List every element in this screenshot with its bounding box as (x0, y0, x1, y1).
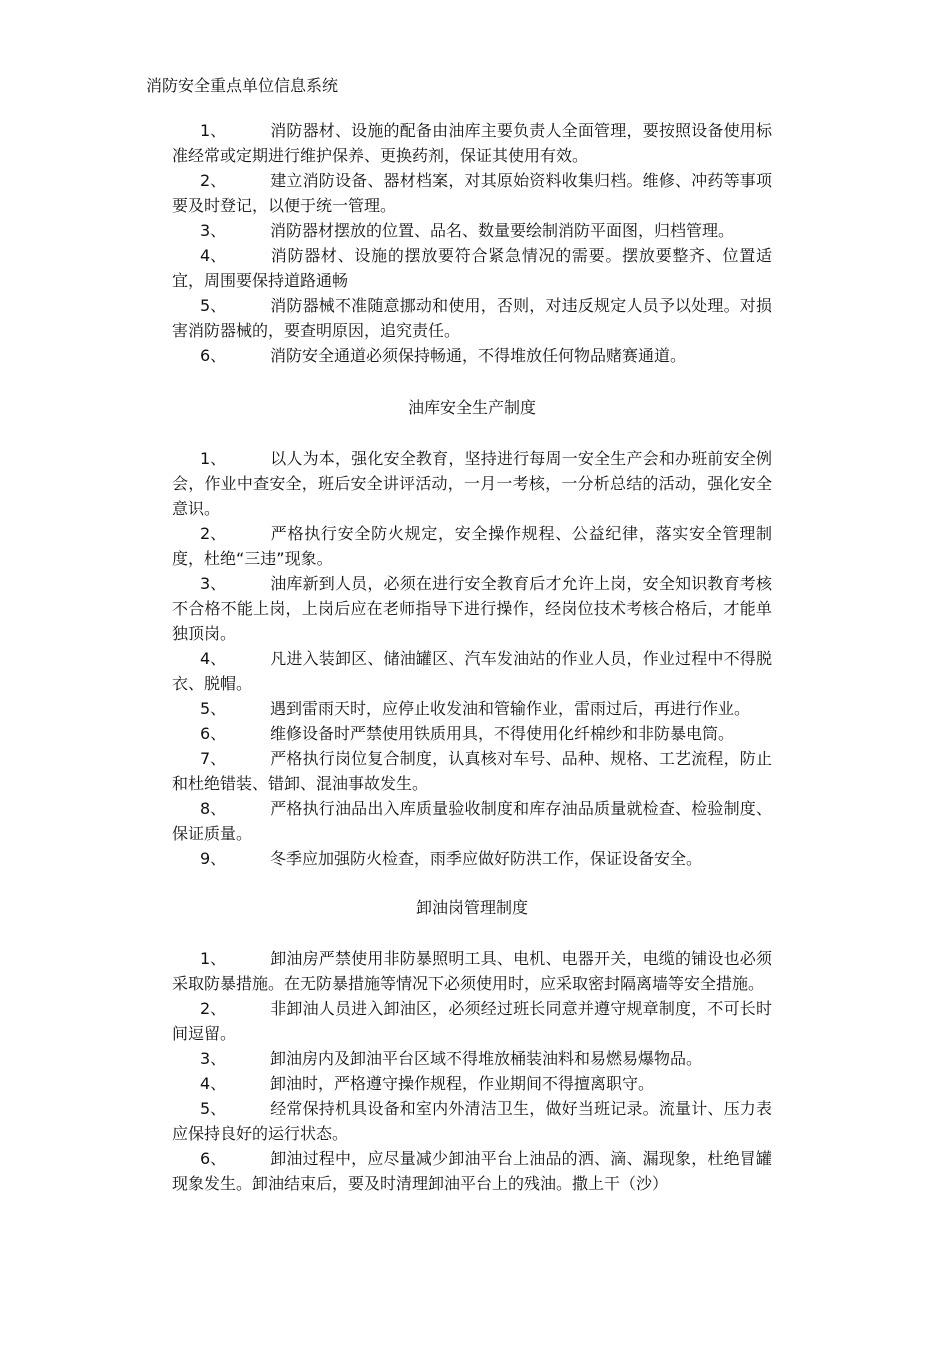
item-text: 消防器材摆放的位置、品名、数量要绘制消防平面图，归档管理。 (270, 221, 735, 240)
item-text: 卸油过程中，应尽量减少卸油平台上油品的洒、滴、漏现象，杜绝冒罐现象发生。卸油结束后，要及时清理卸油平台上的残油。撒上干（沙） (172, 1149, 772, 1193)
item-number: 1、 (200, 949, 227, 968)
item-text: 消防器材、设施的配备由油库主要负责人全面管理，要按照设备使用标准经常或定期进行维护保养、更换药剂，保证其使用有效。 (172, 121, 772, 165)
list-item (172, 846, 772, 871)
item-number: 2、 (200, 171, 227, 190)
item-number: 4、 (200, 246, 227, 265)
item-number: 8、 (200, 799, 227, 818)
list-item (172, 721, 772, 746)
item-number: 3、 (200, 574, 227, 593)
list-item (172, 521, 772, 571)
item-text: 建立消防设备、器材档案，对其原始资料收集归档。维修、冲药等事项要及时登记，以便于统一管理。 (172, 171, 772, 215)
item-number: 1、 (200, 449, 227, 468)
document-body (172, 118, 772, 1196)
list-item (172, 796, 772, 846)
item-text: 消防器材、设施的摆放要符合紧急情况的需要。摆放要整齐、位置适宜，周围要保持道路通畅 (172, 246, 772, 290)
item-number: 4、 (200, 1074, 227, 1093)
item-text: 消防安全通道必须保持畅通，不得堆放任何物品赌赛通道。 (270, 346, 687, 365)
item-number: 9、 (200, 849, 227, 868)
item-text: 卸油时，严格遵守操作规程，作业期间不得擅离职守。 (270, 1074, 655, 1093)
list-item (172, 696, 772, 721)
item-text: 卸油房严禁使用非防暴照明工具、电机、电器开关，电缆的铺设也必须采取防暴措施。在无防暴措施等情况下必须使用时，应采取密封隔离墙等安全措施。 (172, 949, 772, 993)
item-number: 3、 (200, 1049, 227, 1068)
list-item (172, 1096, 772, 1146)
item-number: 6、 (200, 346, 227, 365)
item-text: 严格执行岗位复合制度，认真核对车号、品种、规格、工艺流程，防止和杜绝错装、错卸、混油事故发生。 (172, 749, 772, 793)
item-text: 以人为本，强化安全教育，坚持进行每周一安全生产会和办班前安全例会，作业中查安全，班后安全讲评活动，一月一考核，一分析总结的活动，强化安全意识。 (172, 449, 772, 518)
item-text: 经常保持机具设备和室内外清洁卫生，做好当班记录。流量计、压力表应保持良好的运行状态。 (172, 1099, 772, 1143)
list-item (172, 1071, 772, 1096)
item-number: 2、 (200, 524, 227, 543)
section-title-oil-depot-safety: 油库安全生产制度 (407, 398, 536, 417)
list-item (172, 293, 772, 343)
item-text: 维修设备时严禁使用铁质用具，不得使用化纤棉纱和非防暴电筒。 (270, 724, 735, 743)
item-text: 卸油房内及卸油平台区域不得堆放桶装油料和易燃易爆物品。 (270, 1049, 703, 1068)
item-text: 非卸油人员进入卸油区，必须经过班长同意并遵守规章制度，不可长时间逗留。 (172, 999, 772, 1043)
item-number: 5、 (200, 699, 227, 718)
list-item (172, 646, 772, 696)
section-3-items (172, 946, 772, 1196)
item-number: 4、 (200, 649, 227, 668)
item-number: 5、 (200, 296, 227, 315)
list-item (172, 946, 772, 996)
item-text: 凡进入装卸区、储油罐区、汽车发油站的作业人员，作业过程中不得脱衣、脱帽。 (172, 649, 772, 693)
list-item (172, 218, 772, 243)
list-item (172, 343, 772, 368)
list-item (172, 571, 772, 646)
list-item (172, 746, 772, 796)
item-text: 油库新到人员，必须在进行安全教育后才允许上岗，安全知识教育考核不合格不能上岗，上岗后应在老师指导下进行操作，经岗位技术考核合格后，才能单独顶岗。 (172, 574, 772, 643)
item-number: 2、 (200, 999, 227, 1018)
list-item (172, 168, 772, 218)
item-text: 遇到雷雨天时，应停止收发油和管输作业，雷雨过后，再进行作业。 (270, 699, 751, 718)
list-item (172, 1046, 772, 1071)
item-text: 消防器械不准随意挪动和使用，否则，对违反规定人员予以处理。对损害消防器械的，要查明原因，追究责任。 (172, 296, 772, 340)
item-number: 6、 (200, 724, 227, 743)
list-item (172, 243, 772, 293)
item-text: 严格执行安全防火规定，安全操作规程、公益纪律，落实安全管理制度，杜绝“三违”现象。 (172, 524, 772, 568)
page-header: 消防安全重点单位信息系统 (146, 76, 339, 95)
item-number: 3、 (200, 221, 227, 240)
list-item (172, 446, 772, 521)
list-item (172, 118, 772, 168)
section-title-unloading-post: 卸油岗管理制度 (415, 898, 528, 917)
item-number: 5、 (200, 1099, 227, 1118)
list-item (172, 1146, 772, 1196)
item-number: 6、 (200, 1149, 227, 1168)
section-1-items (172, 118, 772, 368)
item-text: 冬季应加强防火检查，雨季应做好防洪工作，保证设备安全。 (270, 849, 703, 868)
item-text: 严格执行油品出入库质量验收制度和库存油品质量就检查、检验制度、保证质量。 (172, 799, 772, 843)
item-number: 1、 (200, 121, 227, 140)
section-2-items (172, 446, 772, 871)
list-item (172, 996, 772, 1046)
item-number: 7、 (200, 749, 227, 768)
